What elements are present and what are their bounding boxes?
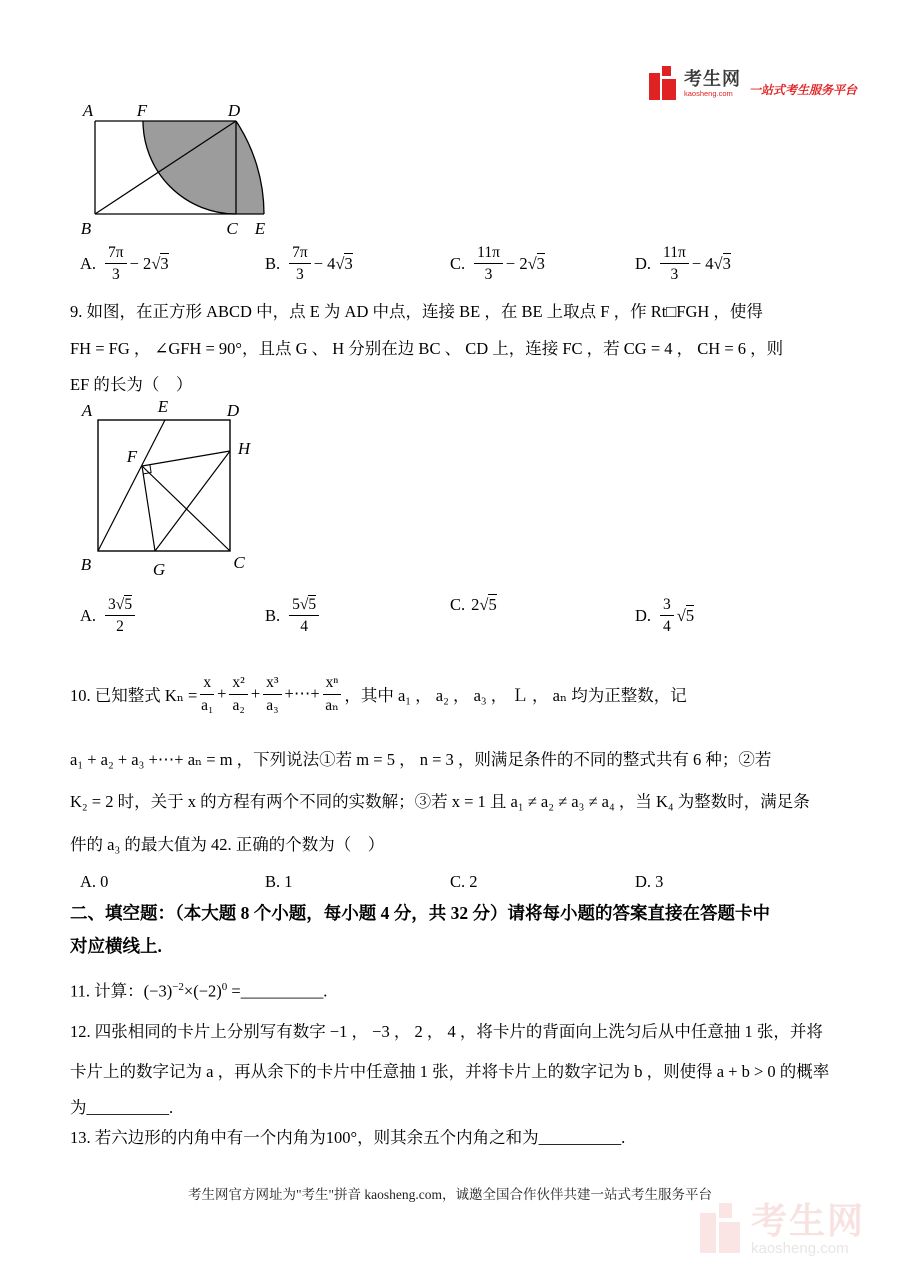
q10-line-3: K₂ = 2 时，关于 x 的方程有两个不同的实数解；③若 x = 1 且 a₁ ≠ a₂ ≠ a₃ ≠ a₄ ，当 K₄ 为整数时，满足条 [70, 792, 810, 811]
line-FG [142, 466, 155, 551]
line-BE [98, 420, 165, 551]
section2-heading-line-2: 对应横线上. [70, 936, 162, 956]
q13-line: 13. 若六边形的内角中有一个内角为100°，则其余五个内角之和为__________. [70, 1128, 626, 1147]
label-G: G [152, 560, 166, 579]
label-E: E [254, 219, 266, 238]
watermark-domain: kaosheng.com [751, 1240, 849, 1257]
q8-option-b: B. $\frac{7\pi}{3}$ − 4 √3 [265, 244, 353, 284]
figure-q8-rectangle-arcs [70, 98, 302, 248]
label-C: C [233, 553, 245, 572]
label-H: H [237, 439, 251, 458]
q9-option-c: C. 2 √5 [450, 595, 497, 614]
label-A: A [81, 401, 93, 420]
footer-text: 考生网官方网址为"考生"拼音 kaosheng.com，诚邀全国合作伙伴共建一站式考生服务平台 [187, 1187, 712, 1202]
q11-line: 11. 计算：$(-3)^{-2}\times(-2)^0$ =__________. [70, 981, 328, 1001]
q8-options-row [70, 243, 830, 295]
brand-domain: kaosheng.com [684, 89, 733, 99]
q9-line-1: 9. 如图，在正方形 ABCD 中，点 E 为 AD 中点，连接 BE ，在 BE 上取点 F ，作 Rt□FGH ，使得 [70, 302, 763, 321]
q9-line-3: EF 的长为（ ） [70, 375, 193, 394]
q10-options-row [70, 872, 830, 898]
q9-option-b: B. $\frac{5√5}{4}$ [265, 595, 322, 637]
label-A: A [82, 101, 94, 120]
q8-option-c: C. $\frac{11\pi}{3}$ − 2 √3 [450, 244, 545, 284]
label-F: F [136, 101, 148, 120]
q9-option-d: D. $\frac{3}{4}$ √5 [635, 596, 695, 636]
line-GH [155, 451, 230, 551]
shaded-region [143, 121, 264, 214]
brand-name: 考生网 [684, 69, 741, 90]
label-D: D [227, 101, 241, 120]
line-FC [142, 466, 230, 551]
q12-line-2: 卡片上的数字记为 a ，再从余下的卡片中任意抽 1 张，并将卡片上的数字记为 b ，则使得 a + b > 0 的概率 [70, 1062, 830, 1081]
watermark-logo-icon [700, 1203, 744, 1255]
site-logo [649, 66, 857, 102]
figure-q9-square [75, 398, 270, 586]
label-F: F [126, 447, 138, 466]
q10-option-b: B. 1 [265, 872, 293, 891]
q12-line-1: 12. 四张相同的卡片上分别写有数字 −1 ， −3 ， 2 ， 4 ，将卡片的背面向上洗匀后从中任意抽 1 张，并将 [70, 1022, 823, 1041]
section2-heading-line-1: 二、填空题：（本大题 8 个小题，每小题 4 分，共 32 分）请将每小题的答案直接在答题卡中 [70, 903, 770, 923]
q8-option-d: D. $\frac{11\pi}{3}$ − 4 √3 [635, 244, 731, 284]
brand-tagline: 一站式考生服务平台 [749, 82, 858, 97]
kaosheng-logo-icon [649, 66, 679, 102]
label-C: C [226, 219, 238, 238]
watermark-brand: 考生网 [751, 1200, 866, 1241]
q12-line-3: 为__________. [70, 1098, 174, 1117]
q10-line-2: a₁ + a₂ + a₃ +⋯+ aₙ = m ，下列说法①若 m = 5 ， n = 3 ，则满足条件的不同的整式共有 6 种；②若 [70, 750, 772, 769]
label-B: B [80, 219, 92, 238]
q10-line-4: 件的 a₃ 的最大值为 42. 正确的个数为（ ） [70, 835, 385, 854]
q8-option-a: A. $\frac{7\pi}{3}$ − 2 √3 [80, 244, 169, 284]
q9-line-2: FH = FG ， ∠GFH = 90°，且点 G 、 H 分别在边 BC 、 CD 上，连接 FC ，若 CG = 4 ， CH = 6 ，则 [70, 339, 784, 358]
q10-option-d: D. 3 [635, 872, 664, 891]
q10-line-1: 10. 已知整式 Kₙ = $\frac{x}{\text{a₁}}$ + $\frac{\text{x²}}{\text{a₂}}$ + $\frac{\text{x³}}{\text{a₃}}$ +⋯+ $\frac{\text{xⁿ}}{\text{aₙ}}$ ，其中 a₁ ， a₂ ， a₃ ， Ｌ ， aₙ 均为正整数，记 [70, 674, 687, 714]
q10-option-c: C. 2 [450, 872, 478, 891]
watermark [700, 1200, 866, 1257]
line-FH [142, 451, 230, 466]
q9-options-row [70, 595, 830, 647]
q10-option-a: A. 0 [80, 872, 109, 891]
label-B: B [80, 555, 92, 574]
label-E: E [157, 398, 169, 416]
label-D: D [226, 401, 240, 420]
q9-option-a: A. $\frac{3√5}{2}$ [80, 595, 138, 637]
